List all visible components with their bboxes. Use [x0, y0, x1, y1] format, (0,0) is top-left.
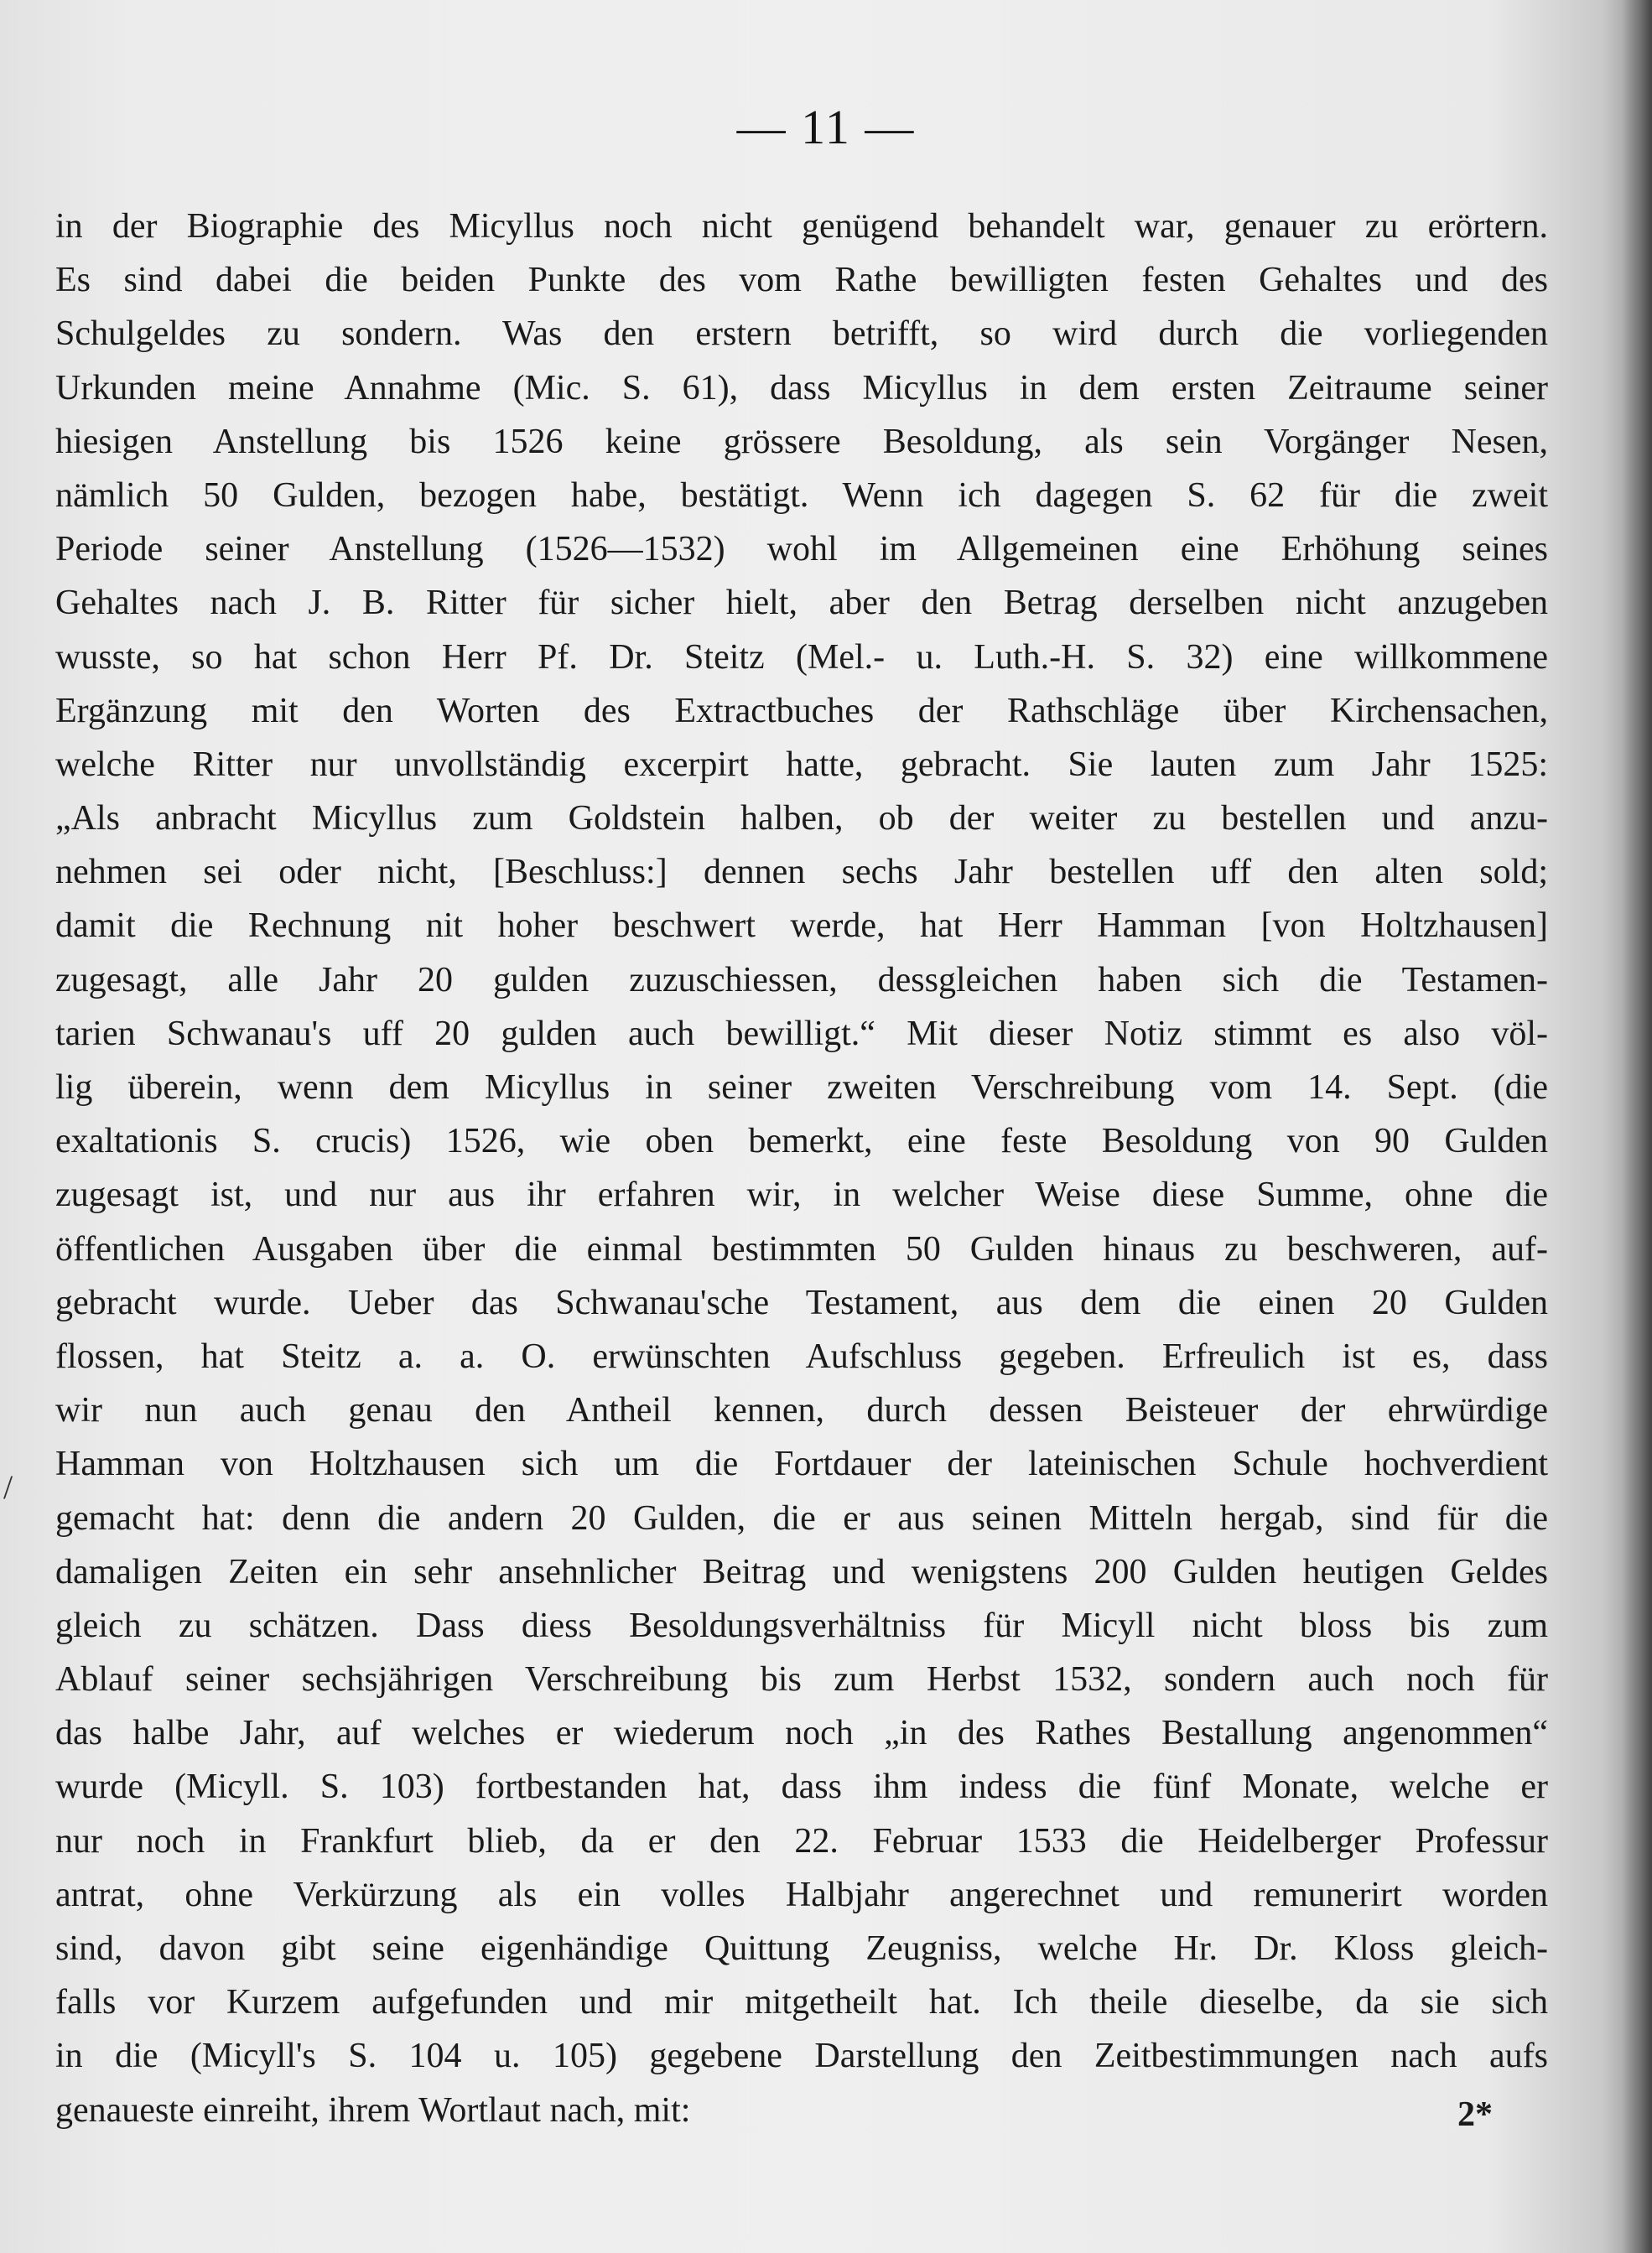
text-line: welche Ritter nur unvollständig excerpirt hatte, gebracht. Sie lauten zum Jahr 1525:: [55, 745, 1548, 784]
text-line: gemacht hat: denn die andern 20 Gulden, die er aus seinen Mitteln hergab, sind für die: [55, 1498, 1548, 1538]
text-line: hiesigen Anstellung bis 1526 keine grössere Besoldung, als sein Vorgänger Nesen,: [55, 422, 1548, 461]
text-line: Urkunden meine Annahme (Mic. S. 61), dass Micyllus in dem ersten Zeitraume seiner: [55, 368, 1548, 408]
text-line: lig überein, wenn dem Micyllus in seiner zweiten Verschreibung vom 14. Sept. (die: [55, 1068, 1548, 1107]
text-line: in die (Micyll's S. 104 u. 105) gegebene Darstellung den Zeitbestimmungen nach aufs: [55, 2037, 1548, 2076]
text-line: zugesagt, alle Jahr 20 gulden zuzuschiessen, dessgleichen haben sich die Testamen-: [55, 960, 1548, 999]
text-line: Hamman von Holtzhausen sich um die Fortdauer der lateinischen Schule hochverdient: [55, 1445, 1548, 1484]
text-line: wir nun auch genau den Antheil kennen, durch dessen Beisteuer der ehrwürdige: [55, 1391, 1548, 1430]
text-line: „Als anbracht Micyllus zum Goldstein halben, ob der weiter zu bestellen und anzu-: [55, 799, 1548, 838]
text-line: öffentlichen Ausgaben über die einmal bestimmten 50 Gulden hinaus zu beschweren, auf-: [55, 1229, 1548, 1269]
text-line: gebracht wurde. Ueber das Schwanau'sche Testament, aus dem die einen 20 Gulden: [55, 1283, 1548, 1322]
body-text: [55, 200, 1548, 2137]
text-line: Periode seiner Anstellung (1526—1532) wohl im Allgemeinen eine Erhöhung seines: [55, 530, 1548, 569]
text-line: Schulgeldes zu sondern. Was den erstern betrifft, so wird durch die vorliegenden: [55, 314, 1548, 354]
text-line: Ablauf seiner sechsjährigen Verschreibung bis zum Herbst 1532, sondern auch noch für: [55, 1660, 1548, 1700]
text-line: damit die Rechnung nit hoher beschwert werde, hat Herr Hamman [von Holtzhausen]: [55, 906, 1548, 946]
text-line: tarien Schwanau's uff 20 gulden auch bewilligt.“ Mit dieser Notiz stimmt es also völ-: [55, 1014, 1548, 1053]
text-line: antrat, ohne Verkürzung als ein volles Halbjahr angerechnet und remunerirt worden: [55, 1875, 1548, 1914]
text-line: nehmen sei oder nicht, [Beschluss:] dennen sechs Jahr bestellen uff den alten sold;: [55, 853, 1548, 892]
text-line: nur noch in Frankfurt blieb, da er den 22. Februar 1533 die Heidelberger Professur: [55, 1821, 1548, 1861]
text-line: Gehaltes nach J. B. Ritter für sicher hielt, aber den Betrag derselben nicht anzugeben: [55, 584, 1548, 623]
text-line: genaueste einreiht, ihrem Wortlaut nach, mit:: [55, 2090, 691, 2130]
page-edge-shadow: [1622, 0, 1652, 2253]
text-line: wurde (Micyll. S. 103) fortbestanden hat, dass ihm indess die fünf Monate, welche er: [55, 1768, 1548, 1807]
text-line: zugesagt ist, und nur aus ihr erfahren wir, in welcher Weise diese Summe, ohne die: [55, 1176, 1548, 1215]
text-line: in der Biographie des Micyllus noch nicht genügend behandelt war, genauer zu erörtern.: [55, 207, 1548, 246]
text-line: nämlich 50 Gulden, bezogen habe, bestätigt. Wenn ich dagegen S. 62 für die zweit: [55, 475, 1548, 515]
text-line: sind, davon gibt seine eigenhändige Quittung Zeugniss, welche Hr. Dr. Kloss gleich-: [55, 1929, 1548, 1968]
text-line: wusste, so hat schon Herr Pf. Dr. Steitz (Mel.- u. Luth.-H. S. 32) eine willkommene: [55, 637, 1548, 677]
text-line: Es sind dabei die beiden Punkte des vom Rathe bewilligten festen Gehaltes und des: [55, 261, 1548, 300]
signature-mark: 2*: [1457, 2095, 1493, 2134]
page-number: — 11 —: [736, 100, 916, 154]
text-line: das halbe Jahr, auf welches er wiederum noch „in des Rathes Bestallung angenommen“: [55, 1714, 1548, 1753]
margin-mark: /: [3, 1468, 13, 1506]
text-line: falls vor Kurzem aufgefunden und mir mitgetheilt hat. Ich theile dieselbe, da sie sich: [55, 1983, 1548, 2022]
text-line: damaligen Zeiten ein sehr ansehnlicher Beitrag und wenigstens 200 Gulden heutigen Geldes: [55, 1552, 1548, 1591]
text-line: flossen, hat Steitz a. a. O. erwünschten Aufschluss gegeben. Erfreulich ist es, dass: [55, 1337, 1548, 1376]
text-line: gleich zu schätzen. Dass diess Besoldungsverhältniss für Micyll nicht bloss bis zum: [55, 1606, 1548, 1645]
text-line: Ergänzung mit den Worten des Extractbuches der Rathschläge über Kirchensachen,: [55, 691, 1548, 730]
text-line: exaltationis S. crucis) 1526, wie oben bemerkt, eine feste Besoldung von 90 Gulden: [55, 1122, 1548, 1161]
